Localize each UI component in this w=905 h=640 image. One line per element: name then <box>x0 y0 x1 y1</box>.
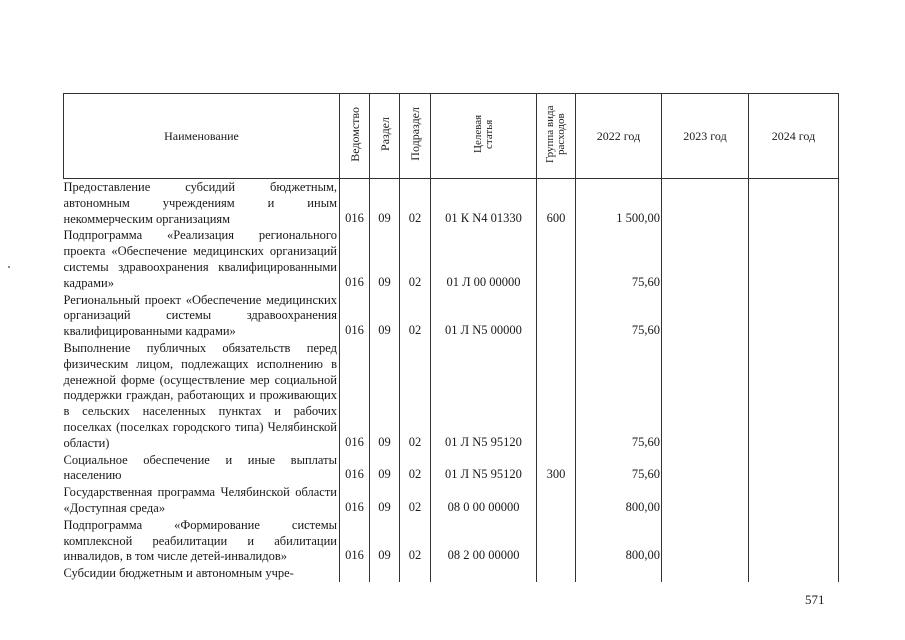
row-ministry: 016 <box>340 227 370 291</box>
header-2024: 2024 год <box>749 94 839 179</box>
table-row <box>64 452 839 485</box>
row-2023 <box>662 484 749 517</box>
table-row <box>64 484 839 517</box>
header-expense-group-label: Группа вида расходов <box>544 105 567 163</box>
row-subsection: 02 <box>400 179 431 228</box>
row-2022: 800,00 <box>576 517 662 565</box>
row-name: Государственная программа Челябинской области «Доступная среда» <box>64 484 340 517</box>
row-subsection <box>400 565 431 582</box>
header-name: Наименование <box>64 94 340 179</box>
row-target: 01 Л N5 00000 <box>431 292 537 340</box>
row-2023 <box>662 452 749 485</box>
row-name: Подпрограмма «Реализация регионального проекта «Обеспечение медицинских организаций системы здравоохранения квалифицированными кадрами» <box>64 227 340 291</box>
row-ministry: 016 <box>340 179 370 228</box>
row-section: 09 <box>370 484 400 517</box>
budget-table <box>63 93 839 582</box>
scan-speck <box>8 266 10 268</box>
row-2023 <box>662 227 749 291</box>
row-target: 01 Л 00 00000 <box>431 227 537 291</box>
table-row <box>64 292 839 340</box>
row-name: Предоставление субсидий бюджетным, автономным учреждениям и иным некоммерческим организациям <box>64 179 340 228</box>
row-subsection: 02 <box>400 452 431 485</box>
row-2022: 800,00 <box>576 484 662 517</box>
row-subsection: 02 <box>400 517 431 565</box>
header-subsection <box>400 94 431 179</box>
header-ministry-label: Ведомство <box>347 106 362 162</box>
row-2022: 75,60 <box>576 452 662 485</box>
row-section: 09 <box>370 340 400 452</box>
table-header <box>64 94 839 179</box>
header-section-label: Раздел <box>377 117 392 151</box>
header-expense-group <box>537 94 576 179</box>
budget-table-wrap <box>63 93 838 582</box>
row-2024 <box>749 179 839 228</box>
row-name: Региональный проект «Обеспечение медицинских организаций системы здравоохранения квалифицированными кадрами» <box>64 292 340 340</box>
row-ministry: 016 <box>340 340 370 452</box>
header-2022: 2022 год <box>576 94 662 179</box>
header-subsection-label: Подраздел <box>408 107 422 161</box>
row-subsection: 02 <box>400 484 431 517</box>
table-row <box>64 517 839 565</box>
row-2023 <box>662 179 749 228</box>
table-row <box>64 565 839 582</box>
table-row <box>64 179 839 228</box>
row-2023 <box>662 517 749 565</box>
row-target: 08 2 00 00000 <box>431 517 537 565</box>
row-name: Выполнение публичных обязательств перед физическим лицом, подлежащих исполнению в денежной форме (осуществление мер социальной поддержки граждан, работающих и проживающих в сельских населенных пунктах и рабочих поселках (поселках городского типа) Челябинской области) <box>64 340 340 452</box>
row-2024 <box>749 484 839 517</box>
row-expense-group: 300 <box>537 452 576 485</box>
row-2024 <box>749 517 839 565</box>
row-2024 <box>749 452 839 485</box>
page-number: 571 <box>805 592 825 607</box>
row-section: 09 <box>370 292 400 340</box>
row-2024 <box>749 227 839 291</box>
header-2023: 2023 год <box>662 94 749 179</box>
row-target: 01 К N4 01330 <box>431 179 537 228</box>
row-subsection: 02 <box>400 292 431 340</box>
row-2024 <box>749 340 839 452</box>
row-target: 08 0 00 00000 <box>431 484 537 517</box>
table-row <box>64 340 839 452</box>
row-ministry: 016 <box>340 452 370 485</box>
row-2024 <box>749 565 839 582</box>
table-row <box>64 227 839 291</box>
row-2023 <box>662 565 749 582</box>
row-expense-group <box>537 340 576 452</box>
row-expense-group <box>537 292 576 340</box>
row-section: 09 <box>370 517 400 565</box>
row-ministry: 016 <box>340 517 370 565</box>
row-2022: 75,60 <box>576 340 662 452</box>
row-2023 <box>662 292 749 340</box>
row-2024 <box>749 292 839 340</box>
row-ministry: 016 <box>340 484 370 517</box>
row-expense-group <box>537 565 576 582</box>
row-expense-group <box>537 484 576 517</box>
row-ministry <box>340 565 370 582</box>
row-expense-group <box>537 517 576 565</box>
row-2022: 75,60 <box>576 292 662 340</box>
header-section <box>370 94 400 179</box>
row-2022: 1 500,00 <box>576 179 662 228</box>
row-subsection: 02 <box>400 340 431 452</box>
header-ministry <box>340 94 370 179</box>
table-body <box>64 179 839 583</box>
row-expense-group <box>537 227 576 291</box>
row-name: Субсидии бюджетным и автономным учре- <box>64 565 340 582</box>
row-target: 01 Л N5 95120 <box>431 340 537 452</box>
row-target <box>431 565 537 582</box>
row-2022: 75,60 <box>576 227 662 291</box>
row-name: Подпрограмма «Формирование системы комплексной реабилитации и абилитации инвалидов, в том числе детей-инвалидов» <box>64 517 340 565</box>
header-target <box>431 94 537 179</box>
row-section: 09 <box>370 452 400 485</box>
row-section <box>370 565 400 582</box>
row-expense-group: 600 <box>537 179 576 228</box>
row-2023 <box>662 340 749 452</box>
row-subsection: 02 <box>400 227 431 291</box>
row-name: Социальное обеспечение и иные выплаты населению <box>64 452 340 485</box>
row-target: 01 Л N5 95120 <box>431 452 537 485</box>
row-2022 <box>576 565 662 582</box>
row-section: 09 <box>370 179 400 228</box>
row-ministry: 016 <box>340 292 370 340</box>
header-target-label: Целевая статья <box>471 114 495 154</box>
row-section: 09 <box>370 227 400 291</box>
